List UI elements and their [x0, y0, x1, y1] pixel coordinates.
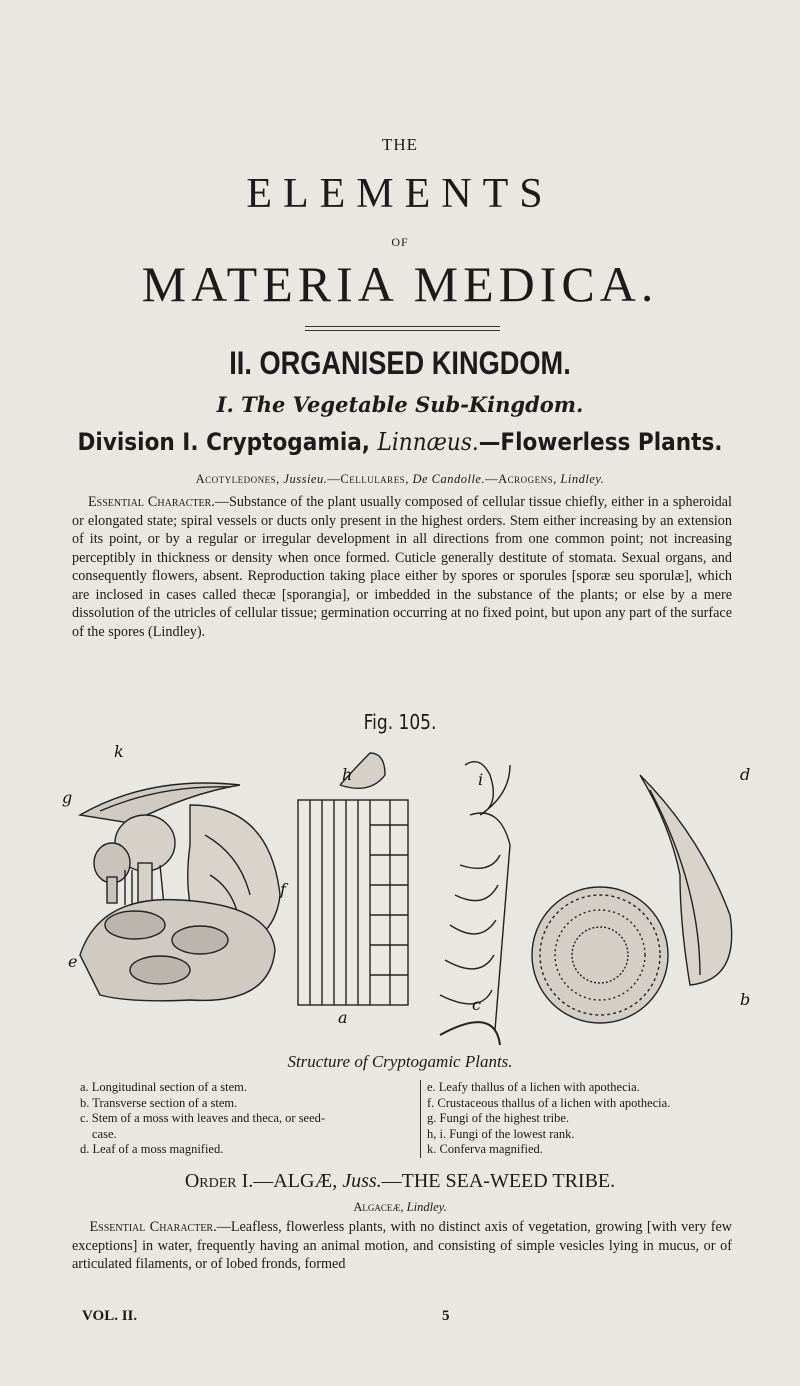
figure-caption: Structure of Cryptogamic Plants.	[287, 1052, 513, 1071]
fig-letter-f: f	[280, 880, 286, 899]
figure-legend-right	[420, 1080, 757, 1158]
legend-item: d. Leaf of a moss magnified.	[80, 1142, 224, 1156]
essential-character-2-text: Leafless, flowerless plants, with no distinct axis of vegetation, growing [with very few exceptions] in water, frequently having an animal motion, and consisting of simple vesicles lying in mucus, or of articulated filaments, or of lobed fronds, formed	[72, 1219, 733, 1272]
division-desc: —Flowerless Plants.	[478, 428, 723, 456]
synonym-a: Acotyledones,	[195, 472, 280, 486]
legend-item: f. Crustaceous thallus of a lichen with apothecia.	[427, 1095, 671, 1110]
fig-letter-c: c	[472, 995, 481, 1014]
double-rule-top	[305, 326, 500, 327]
fig-letter-d: d	[740, 765, 751, 784]
fig-letter-a: a	[338, 1008, 348, 1027]
legend-item: case.	[92, 1126, 117, 1141]
transverse-section	[532, 887, 668, 1023]
order-rest: —THE SEA-WEED TRIBE.	[381, 1170, 616, 1192]
fig-letter-h: h	[342, 765, 353, 784]
synonym-b: —Cellulares,	[327, 472, 409, 486]
longitudinal-section	[298, 800, 408, 1005]
legend-item: e. Leafy thallus of a lichen with apothecia.	[427, 1080, 640, 1094]
legend-item: k. Conferva magnified.	[427, 1142, 543, 1156]
fig-letter-g: g	[62, 788, 73, 807]
header-elements: ELEMENTS	[246, 171, 554, 217]
order-synonym	[0, 1200, 800, 1215]
legend-item: g. Fungi of the highest tribe.	[427, 1111, 569, 1125]
synonyms-line	[0, 472, 800, 487]
essential-character-text: Substance of the plant usually composed of cellular tissue chiefly, either in a spheroidal or elongated state; spiral vessels or ducts only present in the highest orders. Stem either increasing by an extension of its point, or by a regular or irregular development in all directions from one common point; not increasing perceptibly in thickness or density when once formed. Cuticle generally destitute of stomata. Sexual organs, and consequently flowers, absent. Reproduction taking place either by spores or sporules [sporæ seu sporulæ], which are inclosed in cases called thecæ [sporangia], or imbedded in the substance of the plants; or else by a mere dissolution of the utricles of cellular tissue; germination occurring at no fixed point, but upon any part of the surface of the spores (Lindley).	[72, 494, 732, 640]
double-rule-bottom	[305, 330, 500, 331]
synonym-b-author: De Candolle.	[412, 472, 486, 486]
kingdom-heading: II. ORGANISED KINGDOM.	[229, 345, 571, 381]
synonym-a-author: Jussieu.	[283, 472, 328, 486]
fig-letter-i: i	[478, 770, 484, 789]
header-the: THE	[381, 135, 419, 154]
order-synonym-author: Lindley.	[406, 1200, 447, 1214]
essential-character-2-label: Essential Character.—	[89, 1219, 231, 1235]
leafy-lichen	[80, 900, 275, 1001]
figure-title: Fig. 105.	[363, 710, 437, 734]
legend-item: c. Stem of a moss with leaves and theca, or seed-	[80, 1111, 326, 1125]
cryptogamic-structure-figure	[40, 745, 760, 1045]
legend-item: h, i. Fungi of the lowest rank.	[427, 1126, 575, 1141]
synonym-c-author: Lindley.	[560, 472, 605, 486]
order-label: Order I.—ALGÆ,	[184, 1170, 338, 1192]
footer-signature: 5	[442, 1308, 450, 1324]
header-materia-medica: MATERIA MEDICA.	[141, 256, 659, 312]
fig-letter-b: b	[740, 990, 751, 1009]
fungus-i	[465, 762, 510, 815]
legend-item: b. Transverse section of a stem.	[80, 1095, 238, 1110]
essential-character-paragraph	[72, 493, 732, 641]
essential-character-label: Essential Character.—	[88, 494, 229, 510]
division-label: Division I. Cryptogamia,	[77, 428, 371, 456]
order-author: Juss.	[342, 1170, 382, 1192]
essential-character-2-paragraph	[72, 1218, 732, 1274]
division-heading	[40, 428, 760, 456]
synonym-c: —Acrogens,	[485, 472, 557, 486]
order-synonym-name: Algaceæ,	[353, 1200, 404, 1214]
subkingdom-heading: I. The Vegetable Sub-Kingdom.	[216, 392, 584, 417]
division-author: Linnæus.	[377, 428, 479, 456]
order-heading	[0, 1170, 800, 1193]
fig-letter-e: e	[68, 952, 78, 971]
header-of: OF	[391, 235, 409, 249]
footer-volume: VOL. II.	[82, 1308, 138, 1324]
legend-item: a. Longitudinal section of a stem.	[80, 1080, 247, 1094]
figure-legend-left	[80, 1080, 400, 1158]
fig-letter-k: k	[114, 745, 124, 761]
